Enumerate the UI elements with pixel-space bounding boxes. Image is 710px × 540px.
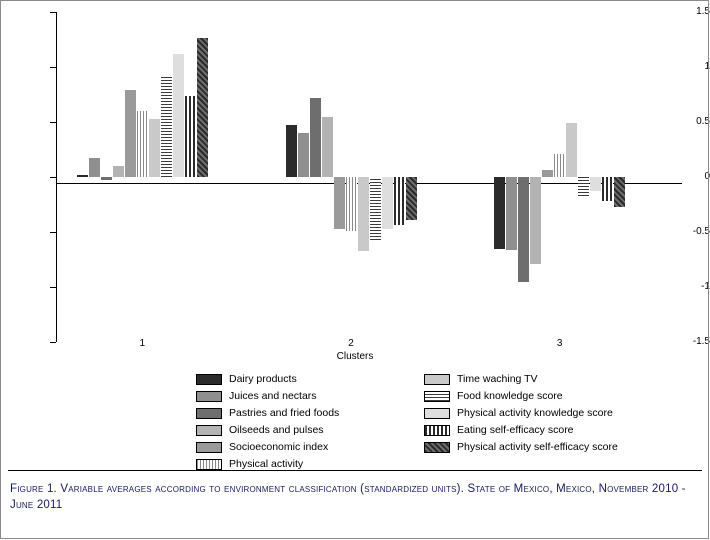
y-tick-label: -0.5 bbox=[692, 226, 710, 237]
y-tick-label: 0 bbox=[704, 171, 710, 182]
legend-label: Food knowledge score bbox=[457, 390, 563, 402]
legend-item-pastries bbox=[196, 406, 426, 421]
chart-legend bbox=[0, 372, 710, 470]
bar-paself-cluster-2 bbox=[406, 177, 417, 220]
legend-column-left bbox=[196, 372, 426, 474]
bar-socio-cluster-2 bbox=[334, 177, 345, 229]
bar-oilseeds-cluster-3 bbox=[530, 177, 541, 264]
legend-label: Physical activity self-efficacy score bbox=[457, 441, 618, 453]
bar-pastries-cluster-1 bbox=[101, 177, 112, 180]
legend-column-right bbox=[424, 372, 684, 457]
legend-swatch-physact bbox=[196, 459, 222, 470]
y-tick-label: -1.5 bbox=[692, 336, 710, 347]
bar-paknow-cluster-1 bbox=[173, 54, 184, 177]
bar-oilseeds-cluster-1 bbox=[113, 166, 124, 177]
legend-swatch-oilseeds bbox=[196, 425, 222, 436]
bar-juices-cluster-1 bbox=[89, 158, 100, 177]
y-tick-label: 0.5 bbox=[696, 116, 710, 127]
bar-physact-cluster-3 bbox=[554, 154, 565, 177]
legend-item-eatself bbox=[424, 423, 684, 438]
bar-pastries-cluster-3 bbox=[518, 177, 529, 282]
bar-dairy-cluster-2 bbox=[286, 125, 297, 177]
bar-juices-cluster-3 bbox=[506, 177, 517, 250]
bar-foodknow-cluster-2 bbox=[370, 177, 381, 240]
bar-eatself-cluster-1 bbox=[185, 96, 196, 177]
bar-tv-cluster-2 bbox=[358, 177, 369, 251]
legend-item-paknow bbox=[424, 406, 684, 421]
legend-swatch-eatself bbox=[424, 425, 450, 436]
legend-label: Pastries and fried foods bbox=[229, 407, 340, 419]
bar-juices-cluster-2 bbox=[298, 133, 309, 177]
y-tick-mark bbox=[50, 342, 56, 343]
legend-label: Socioeconomic index bbox=[229, 441, 329, 453]
legend-swatch-juices bbox=[196, 391, 222, 402]
y-tick-label: -1 bbox=[701, 281, 710, 292]
bar-foodknow-cluster-1 bbox=[161, 76, 172, 177]
bar-eatself-cluster-2 bbox=[394, 177, 405, 225]
legend-swatch-tv bbox=[424, 374, 450, 385]
legend-swatch-socio bbox=[196, 442, 222, 453]
bar-paknow-cluster-3 bbox=[590, 177, 601, 191]
legend-item-oilseeds bbox=[196, 423, 426, 438]
legend-item-juices bbox=[196, 389, 426, 404]
bar-tv-cluster-3 bbox=[566, 123, 577, 177]
legend-label: Juices and nectars bbox=[229, 390, 317, 402]
bar-oilseeds-cluster-2 bbox=[322, 117, 333, 178]
y-tick-label: 1 bbox=[704, 61, 710, 72]
caption-divider bbox=[8, 470, 702, 471]
bar-foodknow-cluster-3 bbox=[578, 177, 589, 196]
legend-item-paself bbox=[424, 440, 684, 455]
legend-swatch-paself bbox=[424, 442, 450, 453]
figure-caption: Figure 1. Variable averages according to environment classification (standardized units). State of Mexico, Mexico, November 2010 - June 2011 bbox=[10, 483, 686, 511]
legend-label: Oilseeds and pulses bbox=[229, 424, 324, 436]
bar-socio-cluster-3 bbox=[542, 170, 553, 177]
legend-label: Physical activity knowledge score bbox=[457, 407, 613, 419]
x-cluster-label: 2 bbox=[348, 338, 354, 349]
x-cluster-label: 3 bbox=[556, 338, 563, 349]
bar-tv-cluster-1 bbox=[149, 119, 160, 177]
legend-label: Time waching TV bbox=[457, 373, 538, 385]
x-cluster-label: 1 bbox=[139, 338, 146, 349]
bar-socio-cluster-1 bbox=[125, 90, 136, 177]
bar-paknow-cluster-2 bbox=[382, 177, 393, 229]
bar-paself-cluster-1 bbox=[197, 38, 208, 177]
legend-label: Eating self-efficacy score bbox=[457, 424, 574, 436]
legend-swatch-foodknow bbox=[424, 391, 450, 402]
y-tick-label: 1.5 bbox=[696, 6, 710, 17]
bar-dairy-cluster-1 bbox=[77, 175, 88, 177]
legend-label: Physical activity bbox=[229, 458, 304, 470]
bar-physact-cluster-2 bbox=[346, 177, 357, 231]
legend-swatch-pastries bbox=[196, 408, 222, 419]
bar-physact-cluster-1 bbox=[137, 111, 148, 177]
bar-dairy-cluster-3 bbox=[494, 177, 505, 249]
legend-label: Dairy products bbox=[229, 373, 297, 385]
legend-swatch-dairy bbox=[196, 374, 222, 385]
legend-item-socio bbox=[196, 440, 426, 455]
bar-series-group bbox=[56, 12, 682, 342]
legend-item-foodknow bbox=[424, 389, 684, 404]
legend-item-dairy bbox=[196, 372, 426, 387]
legend-swatch-paknow bbox=[424, 408, 450, 419]
x-axis-title: Clusters bbox=[336, 351, 374, 362]
bar-paself-cluster-3 bbox=[614, 177, 625, 207]
bar-eatself-cluster-3 bbox=[602, 177, 613, 201]
legend-item-tv bbox=[424, 372, 684, 387]
bar-pastries-cluster-2 bbox=[310, 98, 321, 177]
